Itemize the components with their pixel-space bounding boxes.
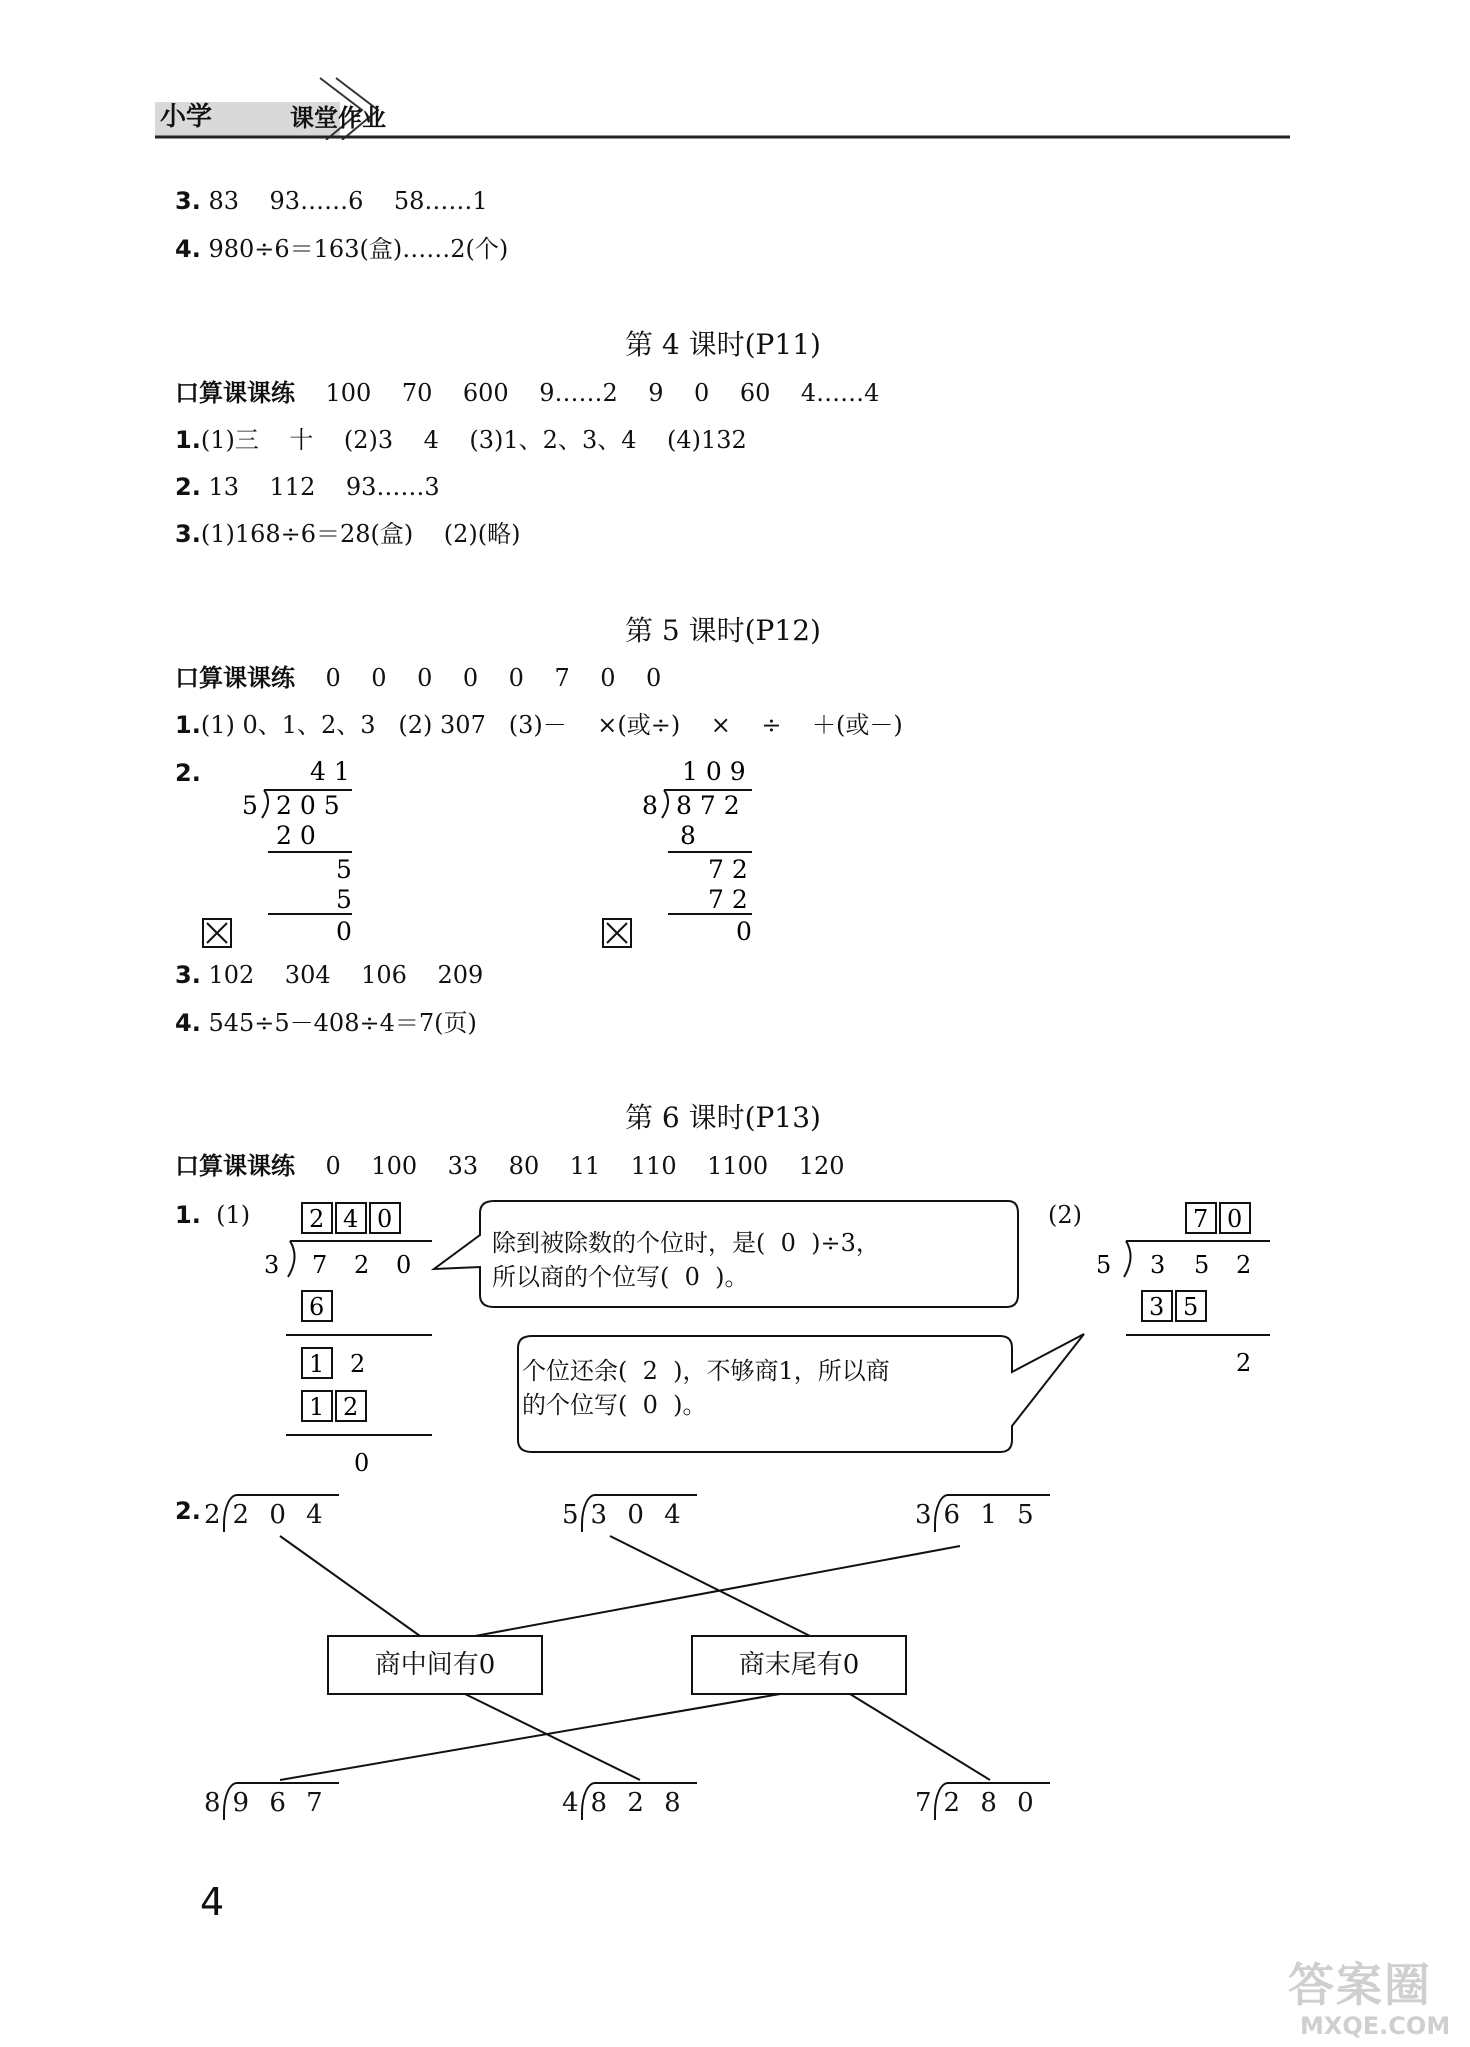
answer-4: 4. 980÷6＝163(盒)……2(个): [175, 235, 509, 263]
svg-text:5: 5: [1183, 1293, 1199, 1321]
page-number: 4: [200, 1880, 225, 1924]
box-quotient-end-zero: 商末尾有0: [738, 1650, 860, 1680]
lesson4-q1: 1.(1)三 十 (2)3 4 (3)1、2、3、4 (4)132: [175, 426, 747, 454]
svg-text:5: 5: [242, 791, 258, 820]
svg-text:8: 8: [680, 821, 696, 850]
svg-text:0: 0: [396, 1251, 412, 1279]
bubble1-line2: 所以商的个位写( 0 )。: [492, 1263, 749, 1291]
svg-text:5: 5: [1194, 1251, 1210, 1279]
svg-text:2: 2: [350, 1350, 366, 1378]
svg-text:0: 0: [336, 917, 352, 946]
svg-text:0: 0: [354, 1449, 370, 1477]
svg-text:0: 0: [377, 1205, 393, 1233]
bubble2-line1: 个位还余( 2 )，不够商1，所以商: [522, 1357, 890, 1385]
svg-text:2: 2: [1236, 1251, 1252, 1279]
lesson5-q2-num: 2.: [175, 759, 201, 787]
svg-text:2: 2: [343, 1393, 359, 1421]
lesson6-q1-num: 1. (1): [175, 1201, 251, 1229]
svg-text:72: 72: [708, 855, 756, 884]
header-series: 小学: [160, 102, 213, 132]
lesson4-q2: 2. 13 112 93……3: [175, 473, 440, 501]
div-expr-top-2: 5 3 0 4: [562, 1494, 697, 1532]
div-expr-bottom-2: 4 8 2 8: [562, 1782, 697, 1820]
div-expr-top-3: 3 6 1 5: [915, 1494, 1050, 1532]
lesson5-title: 第 5 课时(P12): [625, 614, 821, 647]
svg-text:8: 8: [642, 791, 658, 820]
svg-text:5: 5: [336, 885, 352, 914]
svg-text:0: 0: [736, 917, 752, 946]
div-expr-bottom-1: 8 9 6 7: [204, 1782, 339, 1820]
svg-text:2: 2: [354, 1251, 370, 1279]
svg-text:41: 41: [310, 757, 358, 786]
bubble1-line1: 除到被除数的个位时，是( 0 )÷3，: [492, 1229, 880, 1257]
svg-text:1: 1: [309, 1393, 325, 1421]
lesson5-q1: 1.(1) 0、1、2、3 (2) 307 (3)－ ×(或÷) × ÷ ＋(或－): [175, 711, 903, 739]
lesson6-title: 第 6 课时(P13): [625, 1101, 821, 1134]
lesson5-q4: 4. 545÷5－408÷4＝7(页): [175, 1009, 477, 1037]
svg-text:5: 5: [1096, 1251, 1112, 1279]
svg-text:72: 72: [708, 885, 756, 914]
svg-text:1: 1: [309, 1350, 325, 1378]
watermark-logo: 答案圈: [1288, 1958, 1432, 2012]
watermark-url: MXQE.COM: [1300, 2012, 1451, 2040]
lesson4-oral: 口算课课练 100 70 600 9……2 9 0 60 4……4: [175, 379, 880, 407]
svg-text:2: 2: [1236, 1349, 1252, 1377]
lesson4-title: 第 4 课时(P11): [625, 328, 821, 361]
svg-text:872: 872: [676, 791, 748, 820]
lesson5-oral: 口算课课练 0 0 0 0 0 7 0 0: [175, 664, 662, 692]
lesson6-q2-num: 2.: [175, 1497, 201, 1525]
svg-text:6: 6: [309, 1293, 325, 1321]
div-expr-top-1: 2 2 0 4: [204, 1494, 339, 1532]
svg-text:3: 3: [1149, 1293, 1165, 1321]
svg-text:3: 3: [1150, 1251, 1166, 1279]
svg-text:3: 3: [264, 1251, 280, 1279]
svg-text:7: 7: [1193, 1205, 1209, 1233]
svg-text:20: 20: [276, 821, 324, 850]
bubble2-line2: 的个位写( 0 )。: [522, 1391, 707, 1419]
svg-text:5: 5: [336, 855, 352, 884]
svg-text:205: 205: [276, 791, 348, 820]
part2-label: (2): [1048, 1201, 1082, 1229]
lesson4-q3: 3.(1)168÷6＝28(盒) (2)(略): [175, 520, 521, 548]
svg-text:0: 0: [1227, 1205, 1243, 1233]
box-quotient-middle-zero: 商中间有0: [374, 1650, 496, 1680]
lesson6-oral: 口算课课练 0 100 33 80 11 110 1100 120: [175, 1152, 845, 1180]
svg-text:4: 4: [343, 1205, 359, 1233]
header-subtitle: 课堂作业: [290, 104, 386, 132]
svg-text:7: 7: [312, 1251, 328, 1279]
lesson5-q3: 3. 102 304 106 209: [175, 961, 484, 989]
svg-text:109: 109: [682, 757, 754, 786]
answer-3: 3. 83 93……6 58……1: [175, 187, 488, 215]
svg-text:2: 2: [309, 1205, 325, 1233]
div-expr-bottom-3: 7 2 8 0: [915, 1782, 1050, 1820]
